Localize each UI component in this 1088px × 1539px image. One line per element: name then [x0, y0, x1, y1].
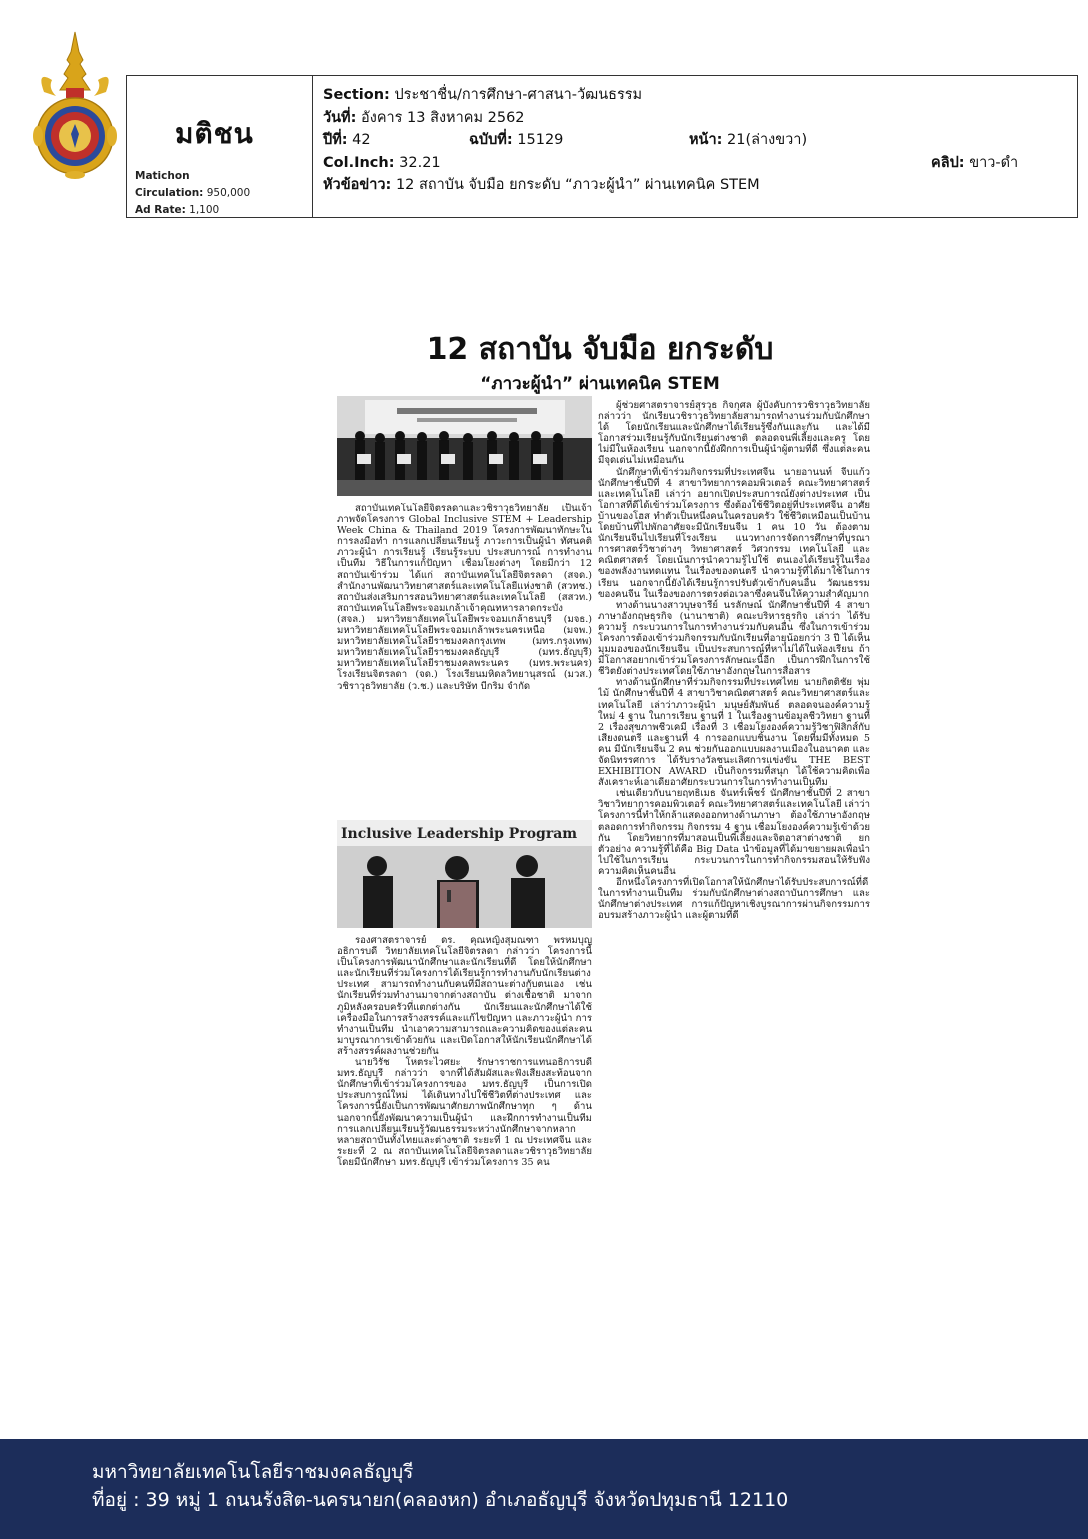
- article-paragraph: เช่นเดียวกับนายฤทธิเมธ จันทร์เพ็ชร์ นักศึกษาชั้นปีที่ 2 สาขาวิชาวิทยาการคอมพิวเตอร์ คณะวิทยาศาสตร์และเทคโนโลยี เล่าว่า โครงการนี้ทำให้กล้าแสดงออกทางด้านภาษา ต้องใช้ภาษาอังกฤษตลอดการทำกิจกรรม กิจกรรม 4 ฐาน เชื่อมโยงองค์ความรู้เข้าด้วยกัน โดยวิทยากรที่มาสอนเป็นพี่เลี้ยงและจิตอาสาต่างชาติ ยกตัวอย่าง ความรู้ที่ได้คือ Big Data นำข้อมูลที่ได้มาขยายผลเพื่อนำไปใช้ในการเรียน กระบวนการในการทำกิจกรรมสอนให้รับฟังความคิดเห็นคนอื่น: [598, 788, 870, 877]
- article-photo-speaker: [337, 820, 592, 928]
- clipping-details: [323, 84, 1067, 197]
- circulation-label: Circulation:: [135, 187, 204, 199]
- article-paragraph: ผู้ช่วยศาสตราจารย์สุรวุธ กิจกุศล ผู้บังคับการวชิราวุธวิทยาลัย กล่าวว่า นักเรียนวชิราวุธวิทยาลัยสามารถทำงานร่วมกับนักศึกษาได้ โดยนักเรียนและนักศึกษาได้เรียนรู้ซึ่งกันและกัน และได้มีโอกาสร่วมเรียนรู้กับนักเรียนต่างชาติ ตลอดจนพี่เลี้ยงและครู โดยไม่มีในห้องเรียน นอกจากนี้ยังฝึกการเป็นผู้นำผู้ตามที่ดี ซึ่งแต่ละคนมีจุดเด่นไม่เหมือนกัน: [598, 400, 870, 467]
- circulation-value: 950,000: [206, 187, 251, 199]
- page-label: หน้า:: [689, 132, 723, 148]
- masthead-panel: [127, 76, 313, 217]
- article-subtitle: “ภาวะผู้นำ” ผ่านเทคนิค STEM: [480, 374, 720, 394]
- publication-name: Matichon: [135, 170, 190, 182]
- article-photo-group: [337, 396, 592, 496]
- footer-address: ที่อยู่ : 39 หมู่ 1 ถนนรังสิต-นครนายก(คลองหก) อำเภอธัญบุรี จังหวัดปทุมธานี 12110: [92, 1489, 789, 1511]
- year-value: 42: [352, 132, 371, 148]
- footer-bar: [0, 1439, 1088, 1539]
- university-logo: [30, 30, 120, 180]
- date-label: วันที่:: [323, 109, 357, 126]
- publication-meta: [135, 168, 250, 219]
- year-label: ปีที่:: [323, 132, 348, 148]
- headline-value: 12 สถาบัน จับมือ ยกระดับ “ภาวะผู้นำ” ผ่านเทคนิค STEM: [395, 177, 760, 193]
- article-column-2: [598, 400, 870, 1330]
- section-value: ประชาชื่น/การศึกษา-ศาสนา-วัฒนธรรม: [394, 87, 643, 103]
- clip-label: คลิป:: [931, 154, 965, 171]
- article-paragraph: อีกหนึ่งโครงการที่เปิดโอกาสให้นักศึกษาได้รับประสบการณ์ที่ดีในการทำงานเป็นทีม ร่วมกับนักศึกษาต่างสถาบันการศึกษา และนักศึกษาต่างประเทศ การแก้ปัญหาเชิงบูรณาการผ่านกิจกรรมการอบรมสร้างภาวะผู้นำ และผู้ตามที่ดี: [598, 877, 870, 922]
- page-value: 21(ล่างขวา): [727, 132, 808, 148]
- article-column-1-bottom: [337, 935, 592, 1329]
- headline-label: หัวข้อข่าว:: [323, 177, 392, 193]
- clipping-info-box: [126, 75, 1078, 218]
- article-paragraph: นักศึกษาที่เข้าร่วมกิจกรรมที่ประเทศจีน นายอานนท์ จีบแก้ว นักศึกษาชั้นปีที่ 4 สาขาวิทยาการคอมพิวเตอร์ คณะวิทยาศาสตร์และเทคโนโลยี เล่าว่า อยากเปิดประสบการณ์ยังต่างประเทศ เป็นโอกาสที่ดีได้เข้าร่วมโครงการ ซึ่งต้องใช้ชีวิตอยู่ที่ประเทศจีน อาศัยบ้านของโฮส ทำตัวเป็นหนึ่งคนในครอบครัว ใช้ชีวิตเหมือนเป็นบ้าน โดยบ้านที่ไปพักอาศัยจะมีนักเรียนจีน 1 คน 10 วัน ต้องตามนักเรียนจีนไปเรียนที่โรงเรียน แนวทางการจัดการศึกษาที่บูรณาการศาสตร์วิชาต่างๆ วิทยาศาสตร์ วิศวกรรม เทคโนโลยี และคณิตศาสตร์ โดยเน้นการนำความรู้ไปใช้ ตนเองได้เรียนรู้ในเรื่องของพลังงานทดแทน ในเรื่องของดนตรี นำความรู้ที่ได้มาใช้ในการเรียน นอกจากนี้ยังได้เรียนรู้การปรับตัวเข้ากับคนอื่น วัฒนธรรมของคนจีน ในเรื่องของการตรงต่อเวลาซึ่งคนจีนให้ความสำคัญมาก: [598, 466, 870, 600]
- photo-banner-text: Inclusive Leadership Program: [341, 826, 578, 842]
- colinch-value: 32.21: [399, 154, 441, 171]
- footer-university-name: มหาวิทยาลัยเทคโนโลยีราชมงคลธัญบุรี: [92, 1461, 414, 1483]
- colinch-row: [323, 152, 1067, 175]
- section-row: [323, 84, 1067, 107]
- masthead-logo: มติชน: [175, 117, 254, 150]
- ad-rate-value: 1,100: [189, 204, 220, 216]
- date-value: อังคาร 13 สิงหาคม 2562: [361, 109, 525, 126]
- headline-row: [323, 174, 1067, 197]
- section-label: Section:: [323, 87, 390, 103]
- article-paragraph: รองศาสตราจารย์ ดร. คุณหญิงสุมณฑา พรหมบุญ อธิการบดี วิทยาลัยเทคโนโลยีจิตรลดา กล่าวว่า โครงการนี้เป็นโครงการพัฒนานักศึกษาและนักเรียนที่ดี โดยให้นักศึกษาและนักเรียนที่ร่วมโครงการได้เรียนรู้การทำงานกับนักเรียนต่างประเทศ สามารถทำงานกับคนที่มีสถานะต่างกับตนเอง เช่น นักเรียนที่ร่วมทำงานมาจากต่างสถาบัน ต่างเชื้อชาติ มาจากภูมิหลังครอบครัวที่แตกต่างกัน นักเรียนและนักศึกษาได้ใช้เครื่องมือในการสร้างสรรค์และแก้ไขปัญหา และภาวะผู้นำ การทำงานเป็นทีม นำเอาความสามารถและความคิดของแต่ละคนมาบูรณาการเข้าด้วยกัน และเปิดโอกาสให้นักเรียนนักศึกษาได้สร้างสรรค์ผลงานช่วยกัน: [337, 935, 592, 1057]
- colinch-label: Col.Inch:: [323, 154, 395, 171]
- article-paragraph: นายวิรัช โหตระไวศยะ รักษาราชการแทนอธิการบดี มทร.ธัญบุรี กล่าวว่า จากที่ได้สัมผัสและฟังเสียงสะท้อนจากนักศึกษาที่เข้าร่วมโครงการของ มทร.ธัญบุรี เป็นการเปิดประสบการณ์ใหม่ ได้เดินทางไปใช้ชีวิตที่ต่างประเทศ และโครงการนี้ยังเป็นการพัฒนาศักยภาพนักศึกษาทุก ๆ ด้าน นอกจากนี้ยังพัฒนาความเป็นผู้นำ และฝึกการทำงานเป็นทีม การแลกเปลี่ยนเรียนรู้วัฒนธรรมระหว่างนักศึกษาจากหลากหลายสถาบันทั้งไทยและต่างชาติ ระยะที่ 1 ณ ประเทศจีน และระยะที่ 2 ณ สถาบันเทคโนโลยีจิตรลดาและวชิราวุธวิทยาลัย โดยมีนักศึกษา มทร.ธัญบุรี เข้าร่วมโครงการ 35 คน: [337, 1057, 592, 1168]
- article-column-1-top: [337, 503, 592, 817]
- article-paragraph: ทางด้านนางสาวบุษจารีย์ นรลักษณ์ นักศึกษาชั้นปีที่ 4 สาขาภาษาอังกฤษธุรกิจ (นานาชาติ) คณะบริหารธุรกิจ เล่าว่า ได้รับความรู้ กระบวนการในการทำงานร่วมกับคนอื่น ซึ่งในการเข้าร่วมโครงการต้องเข้าร่วมกิจกรรมกับนักเรียนที่อายุน้อยกว่า 3 ปี ได้เห็นมุมมองของนักเรียนจีน เป็นประสบการณ์ที่หาไม่ได้ในห้องเรียน ถ้ามีโอกาสอยากเข้าร่วมโครงการลักษณะนี้อีก เป็นการฝึกในการใช้ชีวิตยังต่างประเทศโดยใช้ภาษาอังกฤษในการสื่อสาร: [598, 599, 870, 678]
- date-row: [323, 107, 1067, 130]
- issue-label: ฉบับที่:: [469, 132, 513, 148]
- ad-rate-label: Ad Rate:: [135, 204, 186, 216]
- clip-value: ขาว-ดำ: [969, 154, 1019, 171]
- article-paragraph: สถาบันเทคโนโลยีจิตรลดาและวชิราวุธวิทยาลัย เป็นเจ้าภาพจัดโครงการ Global Inclusive STEM + Leadership Week China & Thailand 2019 โครงการพัฒนาทักษะในการลงมือทำ การแลกเปลี่ยนเรียนรู้ ภาวะการเป็นผู้นำ ทัศนคติ ภาวะผู้นำ การเรียนรู้ เรียนรู้ระบบ ประสบการณ์ การทำงานเป็นทีม วิธีในการแก้ปัญหา เชื่อมโยงต่างๆ โดยมีกว่า 12 สถาบันเข้าร่วม ได้แก่ สถาบันเทคโนโลยีจิตรลดา (สจด.) สำนักงานพัฒนาวิทยาศาสตร์และเทคโนโลยีแห่งชาติ (สวทช.) สถาบันส่งเสริมการสอนวิทยาศาสตร์และเทคโนโลยี (สสวท.) สถาบันเทคโนโลยีพระจอมเกล้าเจ้าคุณทหารลาดกระบัง (สจล.) มหาวิทยาลัยเทคโนโลยีพระจอมเกล้าธนบุรี (มจธ.) มหาวิทยาลัยเทคโนโลยีพระจอมเกล้าพระนครเหนือ (มจพ.) มหาวิทยาลัยเทคโนโลยีราชมงคลกรุงเทพ (มทร.กรุงเทพ) มหาวิทยาลัยเทคโนโลยีราชมงคลธัญบุรี (มทร.ธัญบุรี) มหาวิทยาลัยเทคโนโลยีราชมงคลพระนคร (มทร.พระนคร) โรงเรียนจิตรลดา (จด.) โรงเรียนมหิดลวิทยานุสรณ์ (มวส.) วชิราวุธวิทยาลัย (ว.ช.) และบริษัท บีกริม จำกัด: [337, 503, 592, 692]
- article-paragraph: ทางด้านนักศึกษาที่ร่วมกิจกรรมที่ประเทศไทย นายกิตติชัย พุ่มไม้ นักศึกษาชั้นปีที่ 4 สาขาวิชาคณิตศาสตร์ คณะวิทยาศาสตร์และเทคโนโลยี เล่าว่าภาวะผู้นำ มนุษย์สัมพันธ์ ตลอดจนองค์ความรู้ใหม่ 4 ฐาน ในการเรียน ฐานที่ 1 ในเรื่องฐานข้อมูลชีววิทยา ฐานที่ 2 เรื่องสุขภาพชีวเคมี เรื่องที่ 3 เชื่อมโยงองค์ความรู้วิชาฟิสิกส์กับเสียงดนตรี และฐานที่ 4 การออกแบบชิ้นงาน โดยทีมมีทั้งหมด 5 คน มีนักเรียนจีน 2 คน ช่วยกันออกแบบผลงานเมืองในอนาคต และจัดนิทรรศการ ได้รับรางวัลชนะเลิศการแข่งขัน THE BEST EXHIBITION AWARD เป็นกิจกรรมที่สนุก ได้ใช้ความคิดเพื่อสังเคราะห์เอาเดียอาศัยกระบวนการในการทำงานเป็นทีม: [598, 677, 870, 789]
- issue-value: 15129: [517, 132, 564, 148]
- article-title: 12 สถาบัน จับมือ ยกระดับ: [426, 332, 774, 367]
- issue-row: [323, 129, 1067, 152]
